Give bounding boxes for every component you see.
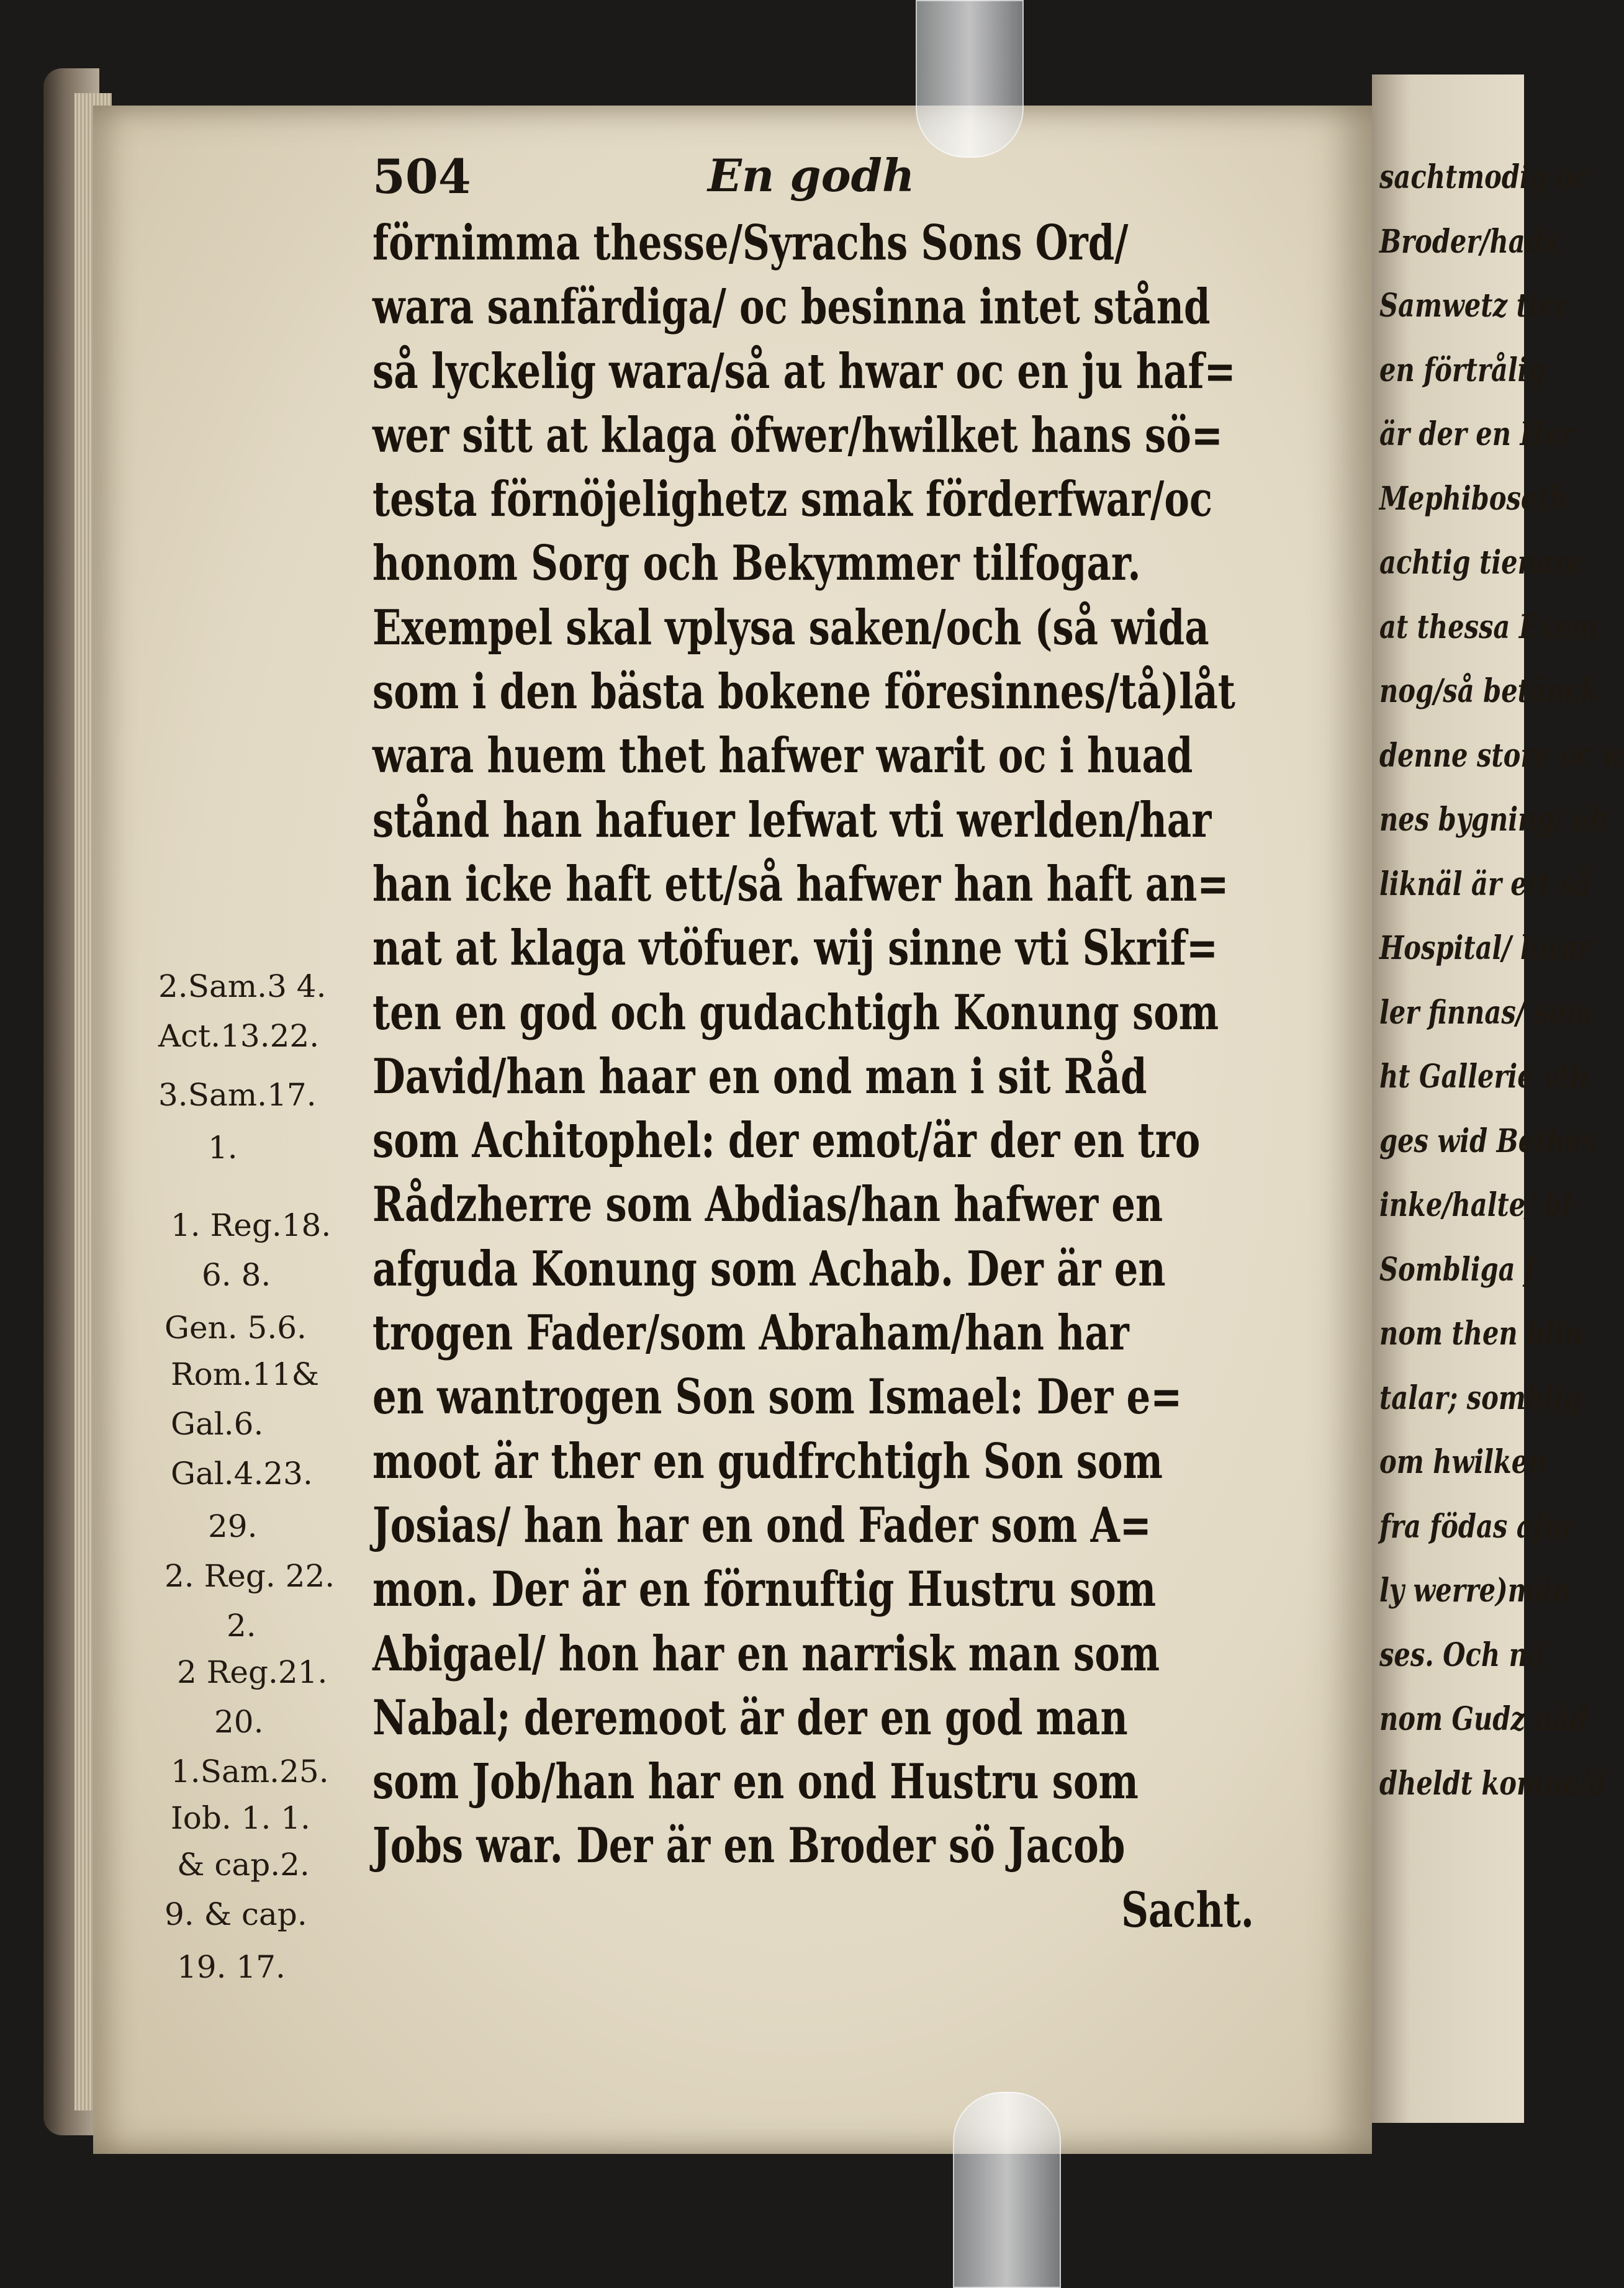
facing-text-line: Sombliga f	[1379, 1250, 1535, 1289]
page-number: 504	[372, 149, 471, 204]
margin-note: 2. Reg. 22.	[165, 1558, 335, 1594]
margin-note: 29.	[208, 1508, 258, 1544]
text-line: Exempel skal vplysa saken/och (så wida	[372, 599, 1209, 656]
facing-text-line: inke/halte/ bl	[1379, 1186, 1572, 1224]
margin-note: Act.13.22.	[158, 1018, 320, 1054]
margin-note: 20.	[214, 1704, 264, 1740]
margin-note: 1.Sam.25.	[171, 1754, 329, 1790]
facing-text-line: nom then blin	[1379, 1315, 1584, 1353]
facing-text-line: nes bygning/ eh	[1379, 801, 1608, 839]
text-line: wara huem thet hafwer warit oc i huad	[372, 727, 1193, 785]
text-line: han icke haft ett/så hafwer han haft an=	[372, 855, 1229, 912]
facing-text-line: Mephiboseth	[1379, 479, 1568, 518]
text-line: moot är ther en gudfrchtigh Son som	[372, 1433, 1163, 1490]
text-line: Jobs war. Der är en Broder sö Jacob	[372, 1817, 1126, 1875]
text-line: som Achitophel: der emot/är der en tro	[372, 1112, 1201, 1169]
facing-text-line: är der en Her	[1379, 415, 1575, 453]
facing-text-line: sachtmodig oc	[1379, 158, 1590, 196]
page-clip-bottom	[953, 2092, 1061, 2288]
text-line: honom Sorg och Bekymmer tilfogar.	[372, 535, 1141, 592]
facing-text-line: en förtrålig	[1379, 351, 1546, 389]
text-line: afguda Konung som Achab. Der är en	[372, 1240, 1166, 1297]
margin-note: Gal.6.	[171, 1406, 264, 1442]
margin-note: 6. 8.	[202, 1257, 271, 1293]
facing-text-line: ht Gallerie vth	[1379, 1058, 1589, 1096]
margin-note: 1.	[208, 1130, 238, 1166]
facing-text-line: liknäl är ett så	[1379, 865, 1592, 903]
text-line: Rådzherre som Abdias/han hafwer en	[372, 1176, 1163, 1233]
facing-text-line: at thessa Exem	[1379, 608, 1598, 646]
text-line: stånd han hafuer lefwat vti werlden/har	[372, 791, 1212, 849]
facing-text-line: dheldt komne/ä	[1379, 1764, 1605, 1803]
text-line: mon. Der är en förnuftig Hustru som	[372, 1561, 1157, 1618]
margin-note: 19. 17.	[177, 1949, 286, 1985]
facing-text-line: om hwilken	[1379, 1443, 1547, 1481]
text-line: wara sanfärdiga/ oc besinna intet stånd	[372, 279, 1211, 336]
margin-note: 2.Sam.3 4.	[158, 968, 327, 1004]
margin-note: & cap.2.	[177, 1847, 310, 1883]
facing-text-line: nom Gudz nåd	[1379, 1700, 1588, 1738]
text-line: nat at klaga vtöfuer. wij sinne vti Skrif=	[372, 920, 1219, 977]
facing-text-line: Hospital/ hwar	[1379, 929, 1592, 967]
facing-text-line: denne store oc w	[1379, 736, 1624, 775]
text-line: så lyckelig wara/så at hwar oc en ju haf=	[372, 343, 1236, 400]
margin-note: 1. Reg.18.	[171, 1207, 332, 1243]
text-line: som i den bästa bokene föresinnes/tå)låt	[372, 664, 1235, 721]
text-line: testa förnöjelighetz smak förderfwar/oc	[372, 471, 1213, 528]
text-line: som Job/han har en ond Hustru som	[372, 1754, 1139, 1811]
text-line: trogen Fader/som Abraham/han har	[372, 1305, 1129, 1362]
body-text	[372, 211, 1254, 1942]
text-line: Abigael/ hon har en narrisk man som	[372, 1625, 1160, 1682]
margin-note: 9. & cap.	[165, 1896, 307, 1932]
facing-text-line: ler finnas/ som	[1379, 993, 1594, 1032]
facing-page-fragment	[1372, 74, 1624, 2123]
text-line: en wantrogen Son som Ismael: Der e=	[372, 1369, 1183, 1426]
margin-note: Iob. 1. 1.	[171, 1800, 310, 1836]
margin-notes	[158, 0, 363, 2286]
facing-text-line: ses. Och nä	[1379, 1636, 1545, 1674]
facing-text-line: fra födas afor	[1379, 1507, 1576, 1546]
margin-note: 3.Sam.17.	[158, 1077, 317, 1113]
facing-text-line: ges wid Bethes	[1379, 1122, 1597, 1160]
catchword: Sacht.	[1121, 1881, 1254, 1939]
text-line: wer sitt at klaga öfwer/hwilket hans sö=	[372, 407, 1223, 464]
text-line: Josias/ han har en ond Fader som A=	[372, 1497, 1152, 1554]
facing-text-line: Samwetz tier	[1379, 287, 1569, 325]
facing-text-line: Broder/hads	[1379, 222, 1558, 261]
margin-note: 2 Reg.21.	[177, 1654, 328, 1690]
text-line: förnimma thesse/Syrachs Sons Ord/	[372, 215, 1129, 271]
text-line: Nabal; deremoot är der en god man	[372, 1689, 1128, 1746]
facing-text-line: talar; somblig	[1379, 1379, 1582, 1417]
facing-text-line: nog/så betänck	[1379, 672, 1599, 710]
margin-note: 2.	[227, 1608, 256, 1644]
margin-note: Gen. 5.6.	[165, 1310, 307, 1346]
facing-text-line: ly werre)män	[1379, 1572, 1571, 1610]
margin-note: Rom.11&	[171, 1356, 320, 1392]
page-clip-top	[916, 0, 1024, 158]
margin-note: Gal.4.23.	[171, 1456, 313, 1492]
text-line: ten en god och gudachtigh Konung som	[372, 984, 1219, 1041]
running-title: En godh	[708, 149, 915, 202]
text-line: David/han haar en ond man i sit Råd	[372, 1048, 1147, 1105]
facing-text-line: achtig tienare	[1379, 544, 1584, 582]
